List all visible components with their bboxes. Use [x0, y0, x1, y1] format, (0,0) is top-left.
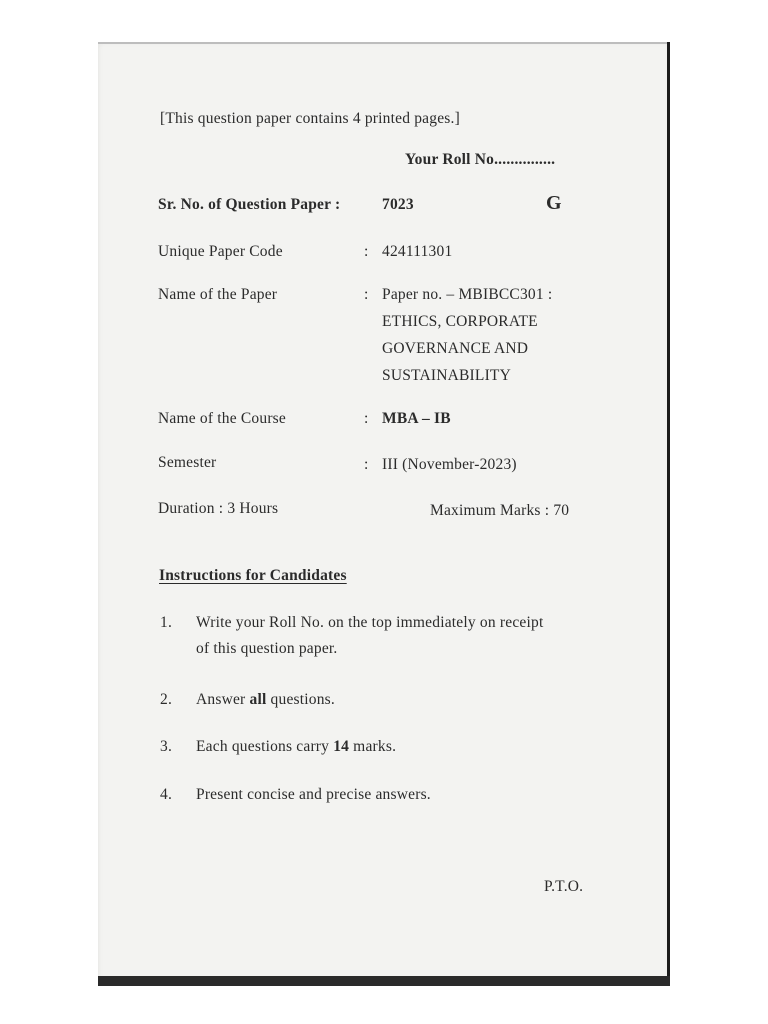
roll-number-line: Your Roll No............... — [405, 151, 556, 168]
paper-name-value — [382, 281, 552, 389]
please-turn-over: P.T.O. — [544, 878, 584, 895]
paper-code-value: 424111301 — [382, 243, 453, 260]
instruction-number: 4. — [160, 786, 173, 803]
pages-note: [This question paper contains 4 printed pages.] — [160, 110, 460, 127]
paper-name-line: GOVERNANCE AND — [382, 340, 529, 357]
sr-no-label: Sr. No. of Question Paper : — [158, 196, 341, 213]
course-label: Name of the Course — [158, 410, 286, 427]
set-letter: G — [546, 192, 562, 214]
semester-label: Semester — [158, 454, 217, 471]
instruction-text: Write your Roll No. on the top immediately on receipt — [196, 614, 544, 631]
duration: Duration : 3 Hours — [158, 500, 279, 517]
instruction-emphasis: 14 — [333, 738, 350, 755]
semester-value: III (November-2023) — [382, 456, 517, 473]
instruction-text — [196, 691, 335, 709]
instruction-number: 1. — [160, 614, 173, 631]
instruction-text — [196, 738, 396, 756]
paper-name-colon: : — [364, 286, 369, 303]
instruction-text-part: marks. — [349, 738, 397, 755]
instruction-text-part: Answer — [196, 691, 250, 708]
instruction-emphasis: all — [249, 691, 267, 708]
course-colon: : — [364, 410, 369, 427]
maximum-marks: Maximum Marks : 70 — [430, 502, 570, 519]
page-bottom-edge — [98, 976, 670, 986]
instruction-number: 2. — [160, 691, 173, 708]
page-top-edge — [98, 42, 670, 44]
course-value: MBA – IB — [382, 410, 451, 427]
paper-name-line: ETHICS, CORPORATE — [382, 313, 538, 330]
paper-code-colon: : — [364, 243, 369, 260]
semester-colon: : — [364, 456, 369, 473]
paper-name-label: Name of the Paper — [158, 286, 278, 303]
instruction-text: Present concise and precise answers. — [196, 786, 431, 803]
page-right-edge — [667, 42, 670, 986]
paper-name-line: Paper no. – MBIBCC301 : — [382, 286, 553, 303]
instruction-text-part: Each questions carry — [196, 738, 334, 755]
instruction-number: 3. — [160, 738, 173, 755]
instruction-text-part: questions. — [266, 691, 335, 708]
instructions-heading: Instructions for Candidates — [159, 567, 347, 584]
instruction-text-continued: of this question paper. — [196, 640, 338, 657]
paper-name-line: SUSTAINABILITY — [382, 367, 511, 384]
sr-no-value: 7023 — [382, 196, 414, 213]
paper-code-label: Unique Paper Code — [158, 243, 283, 260]
